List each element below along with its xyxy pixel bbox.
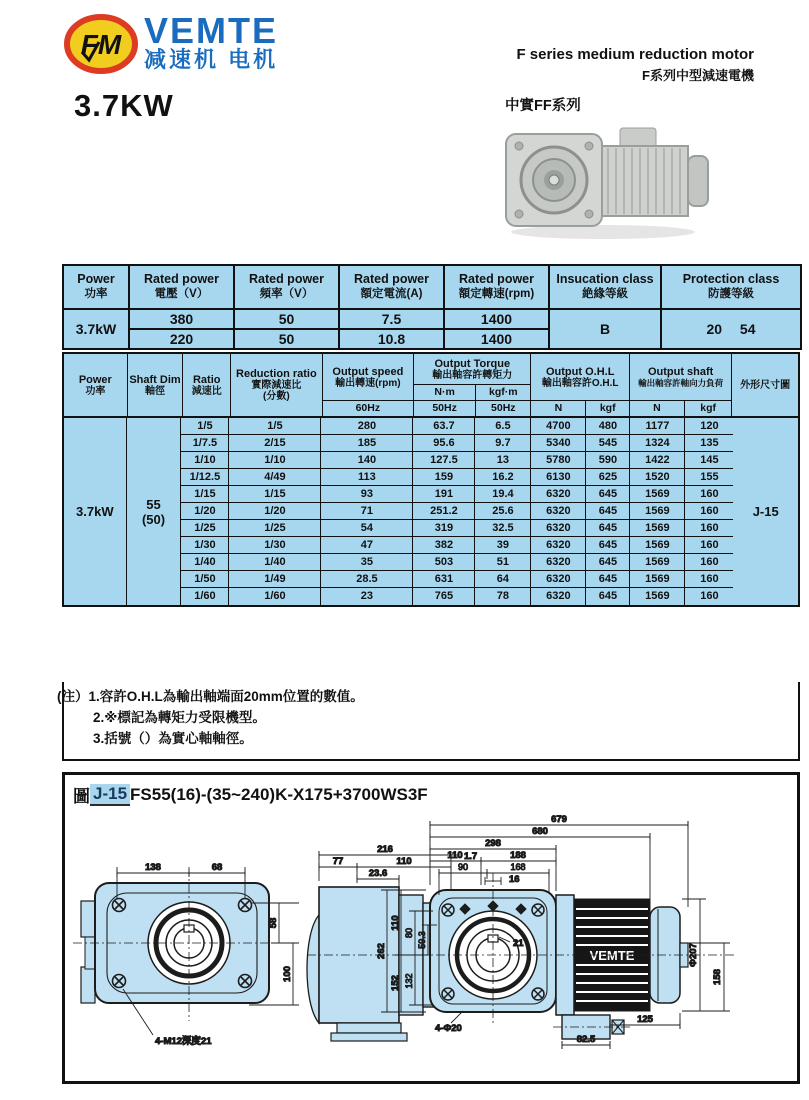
header-output-torque: Output Torque 輸出軸容許轉矩力 N·m kgf·m 50Hz 50Hz xyxy=(414,354,531,416)
speed-cell: 28.5 xyxy=(321,571,413,587)
svg-text:90: 90 xyxy=(457,862,469,872)
table-row xyxy=(181,554,733,571)
ratio-cell: 1/5 xyxy=(181,418,229,434)
ratio-dim-ref: J-15 xyxy=(752,504,779,519)
spec-cell: 380 xyxy=(129,309,234,329)
speed-cell: 71 xyxy=(321,503,413,519)
torque-kgfm-cell: 9.7 xyxy=(475,435,531,451)
reduction-cell: 1/20 xyxy=(229,503,321,519)
subheader-sload-kgf: kgf xyxy=(700,402,717,414)
torque-kgfm-cell: 13 xyxy=(475,452,531,468)
ratio-cell: 1/30 xyxy=(181,537,229,553)
svg-text:16: 16 xyxy=(509,874,520,885)
speed-cell: 54 xyxy=(321,520,413,536)
svg-text:100: 100 xyxy=(282,966,293,982)
torque-kgfm-cell: 19.4 xyxy=(475,486,531,502)
table-row xyxy=(181,486,733,503)
sload-kgf-cell: 160 xyxy=(700,522,719,534)
sload-n-cell: 1177 xyxy=(630,418,685,434)
sload-kgf-cell: 155 xyxy=(700,471,719,483)
header-power: Power 功率 xyxy=(64,354,128,416)
svg-text:58: 58 xyxy=(268,917,279,929)
subheader-kgfm: kgf·m xyxy=(488,386,518,398)
svg-text:68: 68 xyxy=(211,862,223,873)
figure-ref: J-15 xyxy=(90,784,130,806)
ratio-table-body xyxy=(64,418,798,605)
spec-cell: 220 xyxy=(129,329,234,349)
speed-cell: 113 xyxy=(321,469,413,485)
ohl-kgf-cell: 645 xyxy=(586,486,630,502)
table-row xyxy=(181,503,733,520)
speed-cell: 140 xyxy=(321,452,413,468)
ratio-shaft-value: 55 (50) xyxy=(127,418,182,605)
ratio-cell: 1/50 xyxy=(181,571,229,587)
torque-kgfm-cell: 39 xyxy=(475,537,531,553)
torque-nm-cell: 765 xyxy=(413,588,475,605)
ohl-n-cell: 5780 xyxy=(531,452,586,468)
torque-kgfm-cell: 25.6 xyxy=(475,503,531,519)
sload-n-cell: 1422 xyxy=(630,452,685,468)
svg-text:59.3: 59.3 xyxy=(417,931,427,949)
sload-kgf-cell: 135 xyxy=(700,437,719,449)
reduction-cell: 1/25 xyxy=(229,520,321,536)
ohl-n-cell: 4700 xyxy=(531,418,586,434)
note-line-1: (注）1.容許O.H.L為輸出軸端面20mm位置的數值。 xyxy=(57,689,364,704)
motor-brand-text: VEMTE xyxy=(589,948,635,963)
ohl-n-cell: 6320 xyxy=(531,554,586,570)
header-dimension-fig: 外形尺寸圖 xyxy=(740,379,791,391)
assembly-view xyxy=(376,815,735,1049)
ratio-cell: 1/12.5 xyxy=(181,469,229,485)
header-shaft-dim: Shaft Dim 軸徑 xyxy=(128,354,184,416)
ohl-n-cell: 6320 xyxy=(531,486,586,502)
note-line-2: 2.※標記為轉矩力受限機型。 xyxy=(93,710,266,725)
series-label: 中實FF系列 xyxy=(505,98,581,114)
ratio-cell: 1/25 xyxy=(181,520,229,536)
ratio-table-header xyxy=(64,354,798,418)
torque-nm-cell: 63.7 xyxy=(413,418,475,434)
sload-n-cell: 1569 xyxy=(630,503,685,519)
ohl-n-cell: 6320 xyxy=(531,520,586,536)
svg-text:138: 138 xyxy=(145,862,161,873)
model-number: FS55(16)-(35~240)K-X175+3700WS3F xyxy=(130,784,428,804)
torque-nm-cell: 382 xyxy=(413,537,475,553)
table-row xyxy=(181,588,733,605)
spec-protection-value: 20 54 xyxy=(661,309,801,349)
ohl-kgf-cell: 645 xyxy=(586,503,630,519)
svg-text:158: 158 xyxy=(712,969,723,985)
spec-power-value: 3.7kW xyxy=(63,309,129,349)
spec-header-current: Rated power 額定電流(A) xyxy=(339,265,444,309)
svg-text:216: 216 xyxy=(377,844,393,855)
dimension-drawing-box xyxy=(62,772,800,1084)
table-row xyxy=(181,520,733,537)
ratio-cell: 1/60 xyxy=(181,588,229,605)
svg-text:110: 110 xyxy=(447,850,463,861)
spec-cell: 10.8 xyxy=(339,329,444,349)
sload-kgf-cell: 120 xyxy=(700,420,719,432)
spec-header-row xyxy=(63,265,801,309)
subheader-ohl-kgf: kgf xyxy=(599,402,616,414)
product-photo xyxy=(498,124,726,247)
header-reduction-ratio: Reduction ratio 實際減速比 (分數) xyxy=(231,354,323,416)
torque-nm-cell: 127.5 xyxy=(413,452,475,468)
ohl-kgf-cell: 645 xyxy=(586,554,630,570)
logo-oval-icon xyxy=(64,14,138,74)
torque-nm-cell: 95.6 xyxy=(413,435,475,451)
spec-header-frequency: Rated power 頻率（V） xyxy=(234,265,339,309)
ratio-table xyxy=(62,352,800,607)
svg-text:FM: FM xyxy=(80,29,122,60)
spec-cell: 7.5 xyxy=(339,309,444,329)
torque-kgfm-cell: 51 xyxy=(475,554,531,570)
svg-text:Φ207: Φ207 xyxy=(688,943,699,967)
torque-nm-cell: 191 xyxy=(413,486,475,502)
sload-n-cell: 1569 xyxy=(630,537,685,553)
torque-nm-cell: 251.2 xyxy=(413,503,475,519)
svg-text:21: 21 xyxy=(513,938,524,949)
svg-text:680: 680 xyxy=(532,826,548,837)
sload-n-cell: 1324 xyxy=(630,435,685,451)
spec-header-power: Power 功率 xyxy=(63,265,129,309)
front-view xyxy=(73,862,299,1047)
series-title-zh: F系列中型減速電機 xyxy=(642,68,754,83)
svg-text:298: 298 xyxy=(485,838,501,849)
sload-n-cell: 1520 xyxy=(630,469,685,485)
svg-text:168: 168 xyxy=(510,862,526,872)
reduction-cell: 1/30 xyxy=(229,537,321,553)
reduction-cell: 1/49 xyxy=(229,571,321,587)
reduction-cell: 1/60 xyxy=(229,588,321,605)
torque-nm-cell: 159 xyxy=(413,469,475,485)
ohl-kgf-cell: 645 xyxy=(586,520,630,536)
reduction-cell: 1/10 xyxy=(229,452,321,468)
svg-text:4-M12深度21: 4-M12深度21 xyxy=(155,1036,212,1047)
series-title-en: F series medium reduction motor xyxy=(516,46,754,63)
ohl-kgf-cell: 645 xyxy=(586,537,630,553)
torque-kgfm-cell: 6.5 xyxy=(475,418,531,434)
notes xyxy=(57,686,364,749)
sload-kgf-cell: 160 xyxy=(700,573,719,585)
sload-kgf-cell: 160 xyxy=(700,505,719,517)
header-output-speed: Output speed 輸出轉速(rpm) 60Hz xyxy=(323,354,415,416)
ohl-n-cell: 6130 xyxy=(531,469,586,485)
ratio-rows xyxy=(181,418,733,605)
ratio-cell: 1/7.5 xyxy=(181,435,229,451)
torque-kgfm-cell: 64 xyxy=(475,571,531,587)
reduction-cell: 1/40 xyxy=(229,554,321,570)
ratio-cell: 1/20 xyxy=(181,503,229,519)
brand-name: VEMTE xyxy=(144,10,279,51)
sload-kgf-cell: 160 xyxy=(700,539,719,551)
sload-kgf-cell: 145 xyxy=(700,454,719,466)
header-output-shaft-load: Output shaft 輸出軸容許軸向力負荷 N kgf xyxy=(630,354,732,416)
spec-cell: 50 xyxy=(234,309,339,329)
ohl-n-cell: 6320 xyxy=(531,588,586,605)
spec-header-speed: Rated power 額定轉速(rpm) xyxy=(444,265,549,309)
svg-text:23.6: 23.6 xyxy=(368,868,388,879)
ratio-cell: 1/40 xyxy=(181,554,229,570)
brand-subtitle: 减速机 电机 xyxy=(144,47,279,72)
svg-text:152: 152 xyxy=(390,975,401,991)
ohl-kgf-cell: 645 xyxy=(586,571,630,587)
spec-row-380v xyxy=(63,309,801,329)
ratio-power-value: 3.7kW xyxy=(64,418,127,605)
svg-text:679: 679 xyxy=(551,815,567,825)
reduction-cell: 2/15 xyxy=(229,435,321,451)
ratio-cell: 1/10 xyxy=(181,452,229,468)
spec-header-insulation: Insucation class 絶緣等級 xyxy=(549,265,661,309)
motor-photo-icon xyxy=(498,124,726,242)
subheader-speed-hz: 60Hz xyxy=(355,402,381,414)
torque-nm-cell: 319 xyxy=(413,520,475,536)
svg-text:80: 80 xyxy=(404,927,414,939)
torque-nm-cell: 631 xyxy=(413,571,475,587)
ohl-n-cell: 5340 xyxy=(531,435,586,451)
svg-text:1.7: 1.7 xyxy=(464,851,478,862)
ohl-n-cell: 6320 xyxy=(531,571,586,587)
spec-header-protection: Protection class 防護等級 xyxy=(661,265,801,309)
reduction-cell: 1/15 xyxy=(229,486,321,502)
sload-n-cell: 1569 xyxy=(630,486,685,502)
sload-kgf-cell: 160 xyxy=(700,556,719,568)
page-title: 3.7KW xyxy=(74,88,174,123)
ohl-n-cell: 6320 xyxy=(531,503,586,519)
ratio-cell: 1/15 xyxy=(181,486,229,502)
spec-cell: 1400 xyxy=(444,329,549,349)
table-row xyxy=(181,469,733,486)
ohl-kgf-cell: 625 xyxy=(586,469,630,485)
sload-kgf-cell: 160 xyxy=(700,488,719,500)
sload-n-cell: 1569 xyxy=(630,554,685,570)
svg-text:188: 188 xyxy=(510,850,526,861)
svg-text:77: 77 xyxy=(332,856,344,867)
table-row xyxy=(181,571,733,588)
torque-kgfm-cell: 32.5 xyxy=(475,520,531,536)
torque-nm-cell: 503 xyxy=(413,554,475,570)
speed-cell: 93 xyxy=(321,486,413,502)
svg-text:125: 125 xyxy=(637,1014,653,1025)
figure-label: 圖 xyxy=(73,787,90,806)
svg-text:110: 110 xyxy=(396,856,412,867)
table-row xyxy=(181,452,733,469)
speed-cell: 23 xyxy=(321,588,413,605)
ohl-kgf-cell: 545 xyxy=(586,435,630,451)
subheader-50hz-1: 50Hz xyxy=(414,401,476,416)
sload-n-cell: 1569 xyxy=(630,571,685,587)
speed-cell: 47 xyxy=(321,537,413,553)
table-row xyxy=(181,418,733,435)
speed-cell: 35 xyxy=(321,554,413,570)
reduction-cell: 4/49 xyxy=(229,469,321,485)
speed-cell: 280 xyxy=(321,418,413,434)
subheader-nm: N·m xyxy=(414,385,476,400)
spec-header-voltage: Rated power 電壓（V） xyxy=(129,265,234,309)
brand-logo xyxy=(64,10,279,74)
spec-cell: 50 xyxy=(234,329,339,349)
sload-n-cell: 1569 xyxy=(630,588,685,605)
drawing-title xyxy=(73,782,428,807)
svg-text:262: 262 xyxy=(376,943,387,959)
subheader-ohl-n: N xyxy=(531,401,586,416)
ohl-kgf-cell: 645 xyxy=(586,588,630,605)
spec-table xyxy=(62,264,802,350)
svg-text:82.5: 82.5 xyxy=(576,1034,596,1045)
reduction-cell: 1/5 xyxy=(229,418,321,434)
header-output-ohl: Output O.H.L 輸出軸容許O.H.L N kgf xyxy=(531,354,629,416)
note-line-3: 3.括號（）為實心軸軸徑。 xyxy=(93,731,253,746)
svg-text:132: 132 xyxy=(404,973,414,989)
technical-drawing xyxy=(67,815,797,1081)
table-row xyxy=(181,435,733,452)
ohl-kgf-cell: 590 xyxy=(586,452,630,468)
header-ratio: Ratio 減速比 xyxy=(183,354,231,416)
svg-text:110: 110 xyxy=(390,915,401,931)
torque-kgfm-cell: 78 xyxy=(475,588,531,605)
table-row xyxy=(181,537,733,554)
subheader-sload-n: N xyxy=(630,401,685,416)
speed-cell: 185 xyxy=(321,435,413,451)
sload-n-cell: 1569 xyxy=(630,520,685,536)
ohl-kgf-cell: 480 xyxy=(586,418,630,434)
ohl-n-cell: 6320 xyxy=(531,537,586,553)
spec-cell: 1400 xyxy=(444,309,549,329)
spec-insulation-value: B xyxy=(549,309,661,349)
svg-text:4-Φ20: 4-Φ20 xyxy=(435,1023,462,1034)
sload-kgf-cell: 160 xyxy=(700,590,719,602)
series-title xyxy=(516,46,754,84)
subheader-50hz-2: 50Hz xyxy=(491,402,516,414)
torque-kgfm-cell: 16.2 xyxy=(475,469,531,485)
